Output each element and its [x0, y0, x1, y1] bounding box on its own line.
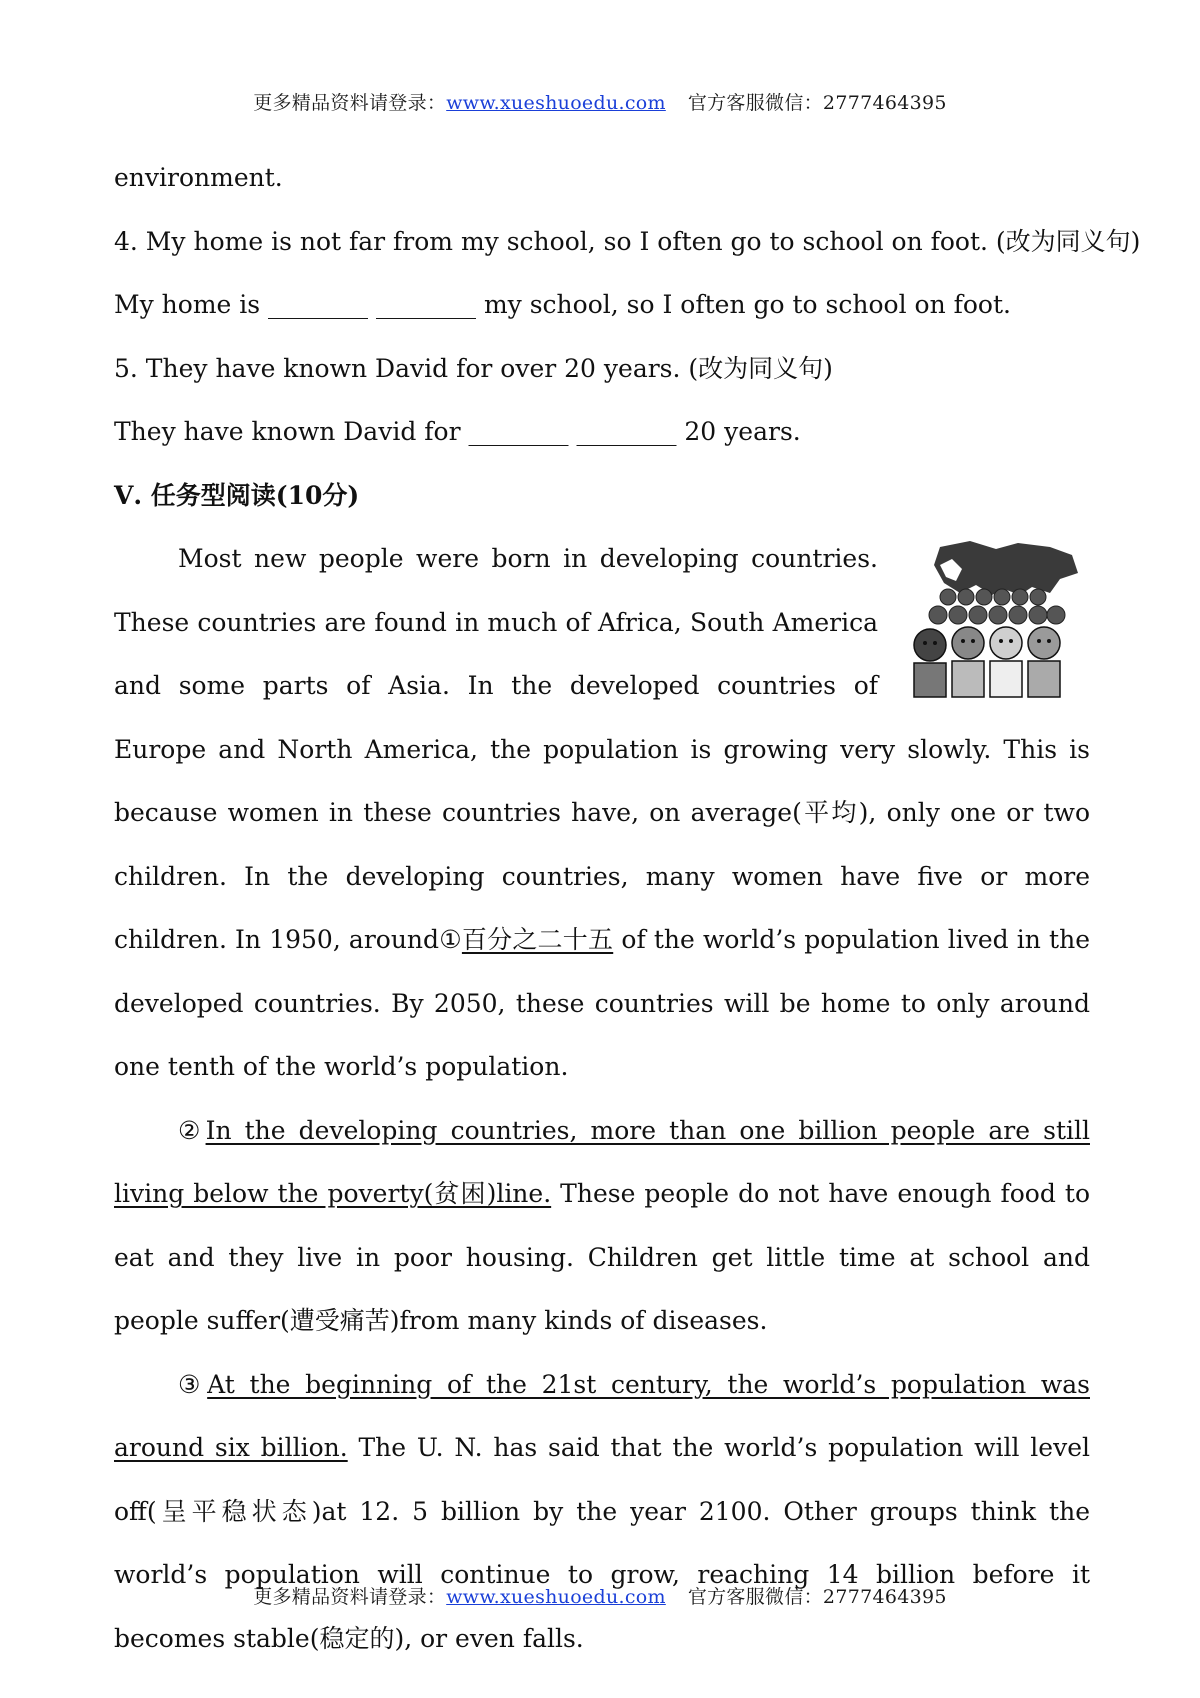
question-5: 5. They have known David for over 20 years. (改为同义句) [114, 353, 833, 383]
question-4: 4. My home is not far from my school, so I often go to school on foot. (改为同义句) [114, 226, 1141, 256]
footer-prefix: 更多精品资料请登录： [253, 1586, 447, 1608]
content-area [114, 146, 1141, 1670]
p3-underlined: At the beginning of the 21st century, the world’s population was around six billion. [114, 1369, 1090, 1462]
p2-text: These people do not have enough food to eat and they live in poor housing. Children get little time at school and people suffer(遭受痛苦)from many kinds of diseases. [114, 1179, 1090, 1335]
header-prefix: 更多精品资料请登录： [253, 92, 447, 114]
section-heading: Ⅴ. 任务型阅读(10分) [114, 480, 360, 510]
p1-marker: ① [439, 925, 462, 954]
p3-marker: ③ [178, 1369, 208, 1399]
header-link[interactable]: www.xueshuoedu.com [446, 92, 666, 114]
header-banner [0, 88, 1200, 115]
footer-link[interactable]: www.xueshuoedu.com [446, 1586, 666, 1608]
q5-answer-start: They have known David for [114, 417, 461, 446]
reading-passage [114, 527, 1090, 1670]
p1-underlined: 百分之二十五 [461, 925, 614, 954]
p3-text: The U. N. has said that the world’s population will level off(呈平稳状态)at 12. 5 billion by the year 2100. Other groups think the world’s population will continue to grow, reaching 14 billion before it becomes stable(稳定的), or even falls. [114, 1433, 1091, 1653]
p2-underlined: In the developing countries, more than one billion people are still living below the poverty(贫困)line. [114, 1115, 1090, 1208]
q4-answer-start: My home is [114, 290, 261, 319]
question-5-answer [114, 400, 1090, 464]
answer-blank[interactable]: ________ [468, 417, 569, 446]
question-4-answer [114, 273, 1090, 337]
q4-answer-end: my school, so I often go to school on foot. [483, 290, 1011, 319]
answer-blank[interactable]: ________ [576, 417, 677, 446]
header-service: 官方客服微信：2777464395 [687, 92, 947, 114]
paragraph-2 [114, 1099, 1090, 1353]
population-illustration [900, 535, 1090, 707]
exercise-line-environment: environment. [114, 163, 283, 192]
p1-text-b: of the world’s population lived in the developed countries. By 2050, these countries will be home to only around one tenth of the world’s population. [114, 925, 1091, 1081]
p1-text-a: Most new people were born in developing countries. These countries are found in much of Africa, South America and some parts of Asia. In the developed countries of Europe and North America, the population is growing very slowly. This is because women in these countries have, on average(平均), only one or two children. In the developing countries, many women have five or more children. In 1950, around [114, 544, 1090, 954]
answer-blank[interactable]: ________ [268, 290, 369, 319]
q5-answer-end: 20 years. [684, 417, 801, 446]
p2-marker: ② [178, 1115, 206, 1145]
footer-banner [0, 1582, 1200, 1609]
paragraph-3 [114, 1353, 1090, 1671]
footer-service: 官方客服微信：2777464395 [687, 1586, 947, 1608]
answer-blank[interactable]: ________ [376, 290, 476, 319]
